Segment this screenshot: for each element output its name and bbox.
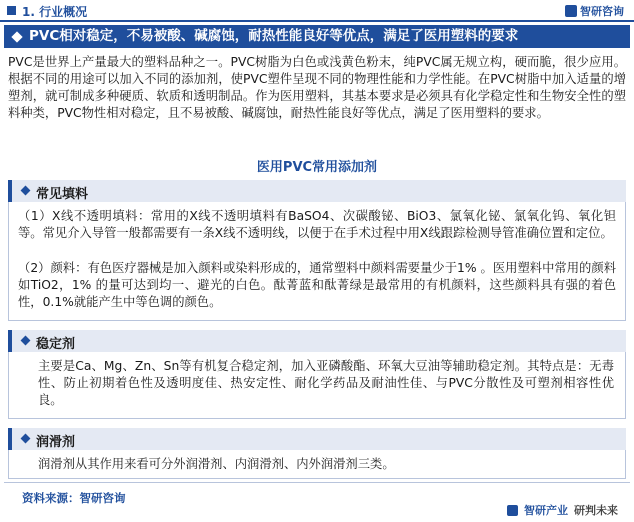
section-title: 稳定剂 — [36, 337, 76, 352]
accent-bar — [8, 330, 12, 352]
brand-logo — [565, 3, 624, 19]
section-title: 润滑剂 — [36, 435, 76, 450]
diamond-icon — [21, 434, 31, 444]
section-paragraph: 润滑剂从其作用来看可分外润滑剂、内润滑剂、内外润滑剂三类。 — [38, 457, 395, 471]
diamond-icon — [21, 336, 31, 346]
section-paragraph: 主要是Ca、Mg、Zn、Sn等有机复合稳定剂，加入亚磷酸酯、环氧大豆油等辅助稳定剂。其特点是：无毒性、防止初期着色性及透明度佳、热安定性、耐化学药品及耐油性佳、与PVC分散性及可塑剂相容性优良。 — [38, 359, 614, 407]
section-title: 常见填料 — [36, 187, 89, 202]
footer-brand — [507, 502, 618, 518]
banner-title: PVC相对稳定，不易被酸、碱腐蚀，耐热性能良好等优点，满足了医用塑料的要求 — [29, 28, 519, 44]
divider — [0, 20, 634, 22]
section-marker-icon — [7, 6, 16, 15]
section-paragraph: （2）颜料：有色医疗器械是加入颜料或染料形成的，通常塑料中颜料需要量少于1% 。医用塑料中常用的颜料如TiO2，1% 的量可达到均一、避光的白色。酞菁蓝和酞菁绿是最常用的有机颜料，这些颜料具有强的着色性，0.1%就能产生中等色调的颜色。 — [18, 261, 616, 309]
source-note: 资料来源：智研咨询 — [22, 491, 126, 505]
diamond-icon — [21, 186, 31, 196]
subtitle: 医用PVC常用添加剂 — [256, 160, 378, 175]
footer-divider — [4, 482, 630, 483]
footer-slogan: 研判未来 — [574, 504, 618, 517]
brand-icon — [507, 505, 518, 516]
footer-brand-name: 智研产业 — [524, 504, 568, 517]
title-banner — [4, 25, 630, 48]
accent-bar — [8, 428, 12, 450]
section-header-fillers — [8, 180, 626, 202]
section-paragraph: （1）X线不透明填料：常用的X线不透明填料有BaSO4、次碳酸铋、BiO3、氯氧化铋、氯氧化钨、氧化钽等。常见介入导管一般都需要有一条X线不透明线，以便于在手术过程中用X线跟踪检测导管准确位置和定位。 — [18, 209, 616, 240]
section-header-stabilizer — [8, 330, 626, 352]
brand-name: 智研咨询 — [580, 5, 624, 18]
brand-icon — [565, 5, 577, 17]
accent-bar — [8, 180, 12, 202]
intro-paragraph: PVC是世界上产量最大的塑料品种之一。PVC树脂为白色或浅黄色粉末，纯PVC属无规立构，硬而脆，很少应用。根据不同的用途可以加入不同的添加剂，使PVC塑件呈现不同的物理性能和力学性能。在PVC树脂中加入适量的增塑剂，就可制成多种硬质、软质和透明制品。作为医用塑料，其基本要求是必须具有化学稳定性和生物安全性的塑料种类，PVC物性相对稳定，且不易被酸、碱腐蚀，耐热性能良好等优点，满足了医用塑料的要求。 — [8, 55, 626, 120]
diamond-icon — [11, 31, 22, 42]
top-bar — [0, 0, 634, 22]
section-header-lubricant — [8, 428, 626, 450]
section-label: 1. 行业概况 — [22, 5, 88, 19]
